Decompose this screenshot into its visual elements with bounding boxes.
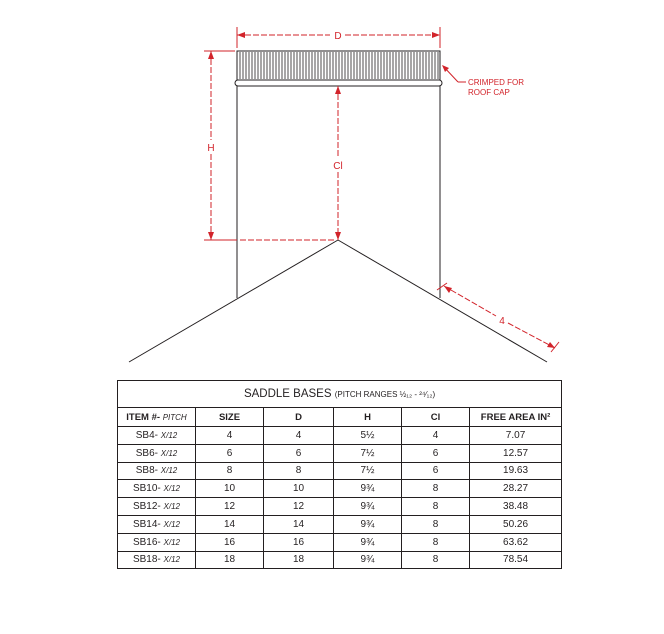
cell-size: 12 — [196, 498, 264, 516]
cell-cl: 6 — [402, 462, 470, 480]
cell-d: 16 — [264, 533, 334, 551]
cell-free-area: 12.57 — [470, 444, 562, 462]
crimp-leader — [442, 65, 466, 82]
table-row — [118, 444, 562, 462]
cell-h: 9¾ — [334, 480, 402, 498]
cell-free-area: 38.48 — [470, 498, 562, 516]
roof-line-left — [129, 240, 338, 362]
cell-item: SB14- X/12 — [118, 515, 196, 533]
cell-size: 4 — [196, 427, 264, 445]
table-row — [118, 462, 562, 480]
cell-item: SB18- X/12 — [118, 551, 196, 569]
cell-h: 9¾ — [334, 533, 402, 551]
cell-item: SB4- X/12 — [118, 427, 196, 445]
cell-item: SB8- X/12 — [118, 462, 196, 480]
cell-h: 7½ — [334, 462, 402, 480]
table-title-cell — [118, 381, 562, 408]
cell-d: 12 — [264, 498, 334, 516]
table-subtitle: (PITCH RANGES ½₁₂ - ²⁴⁄₁₂) — [334, 390, 436, 399]
cell-d: 18 — [264, 551, 334, 569]
cell-item: SB16- X/12 — [118, 533, 196, 551]
cell-d: 8 — [264, 462, 334, 480]
cell-cl: 8 — [402, 551, 470, 569]
table-row — [118, 427, 562, 445]
header-d: D — [264, 408, 334, 427]
crimped-band — [235, 51, 442, 86]
table-title: SADDLE BASES — [243, 388, 332, 400]
cell-pitch: X/12 — [160, 448, 178, 458]
cell-h: 9¾ — [334, 551, 402, 569]
cell-pitch: X/12 — [163, 519, 181, 529]
cell-free-area: 63.62 — [470, 533, 562, 551]
cell-pitch: X/12 — [163, 484, 181, 494]
cell-free-area: 19.63 — [470, 462, 562, 480]
header-item: ITEM #- PITCH — [118, 408, 196, 427]
cell-free-area: 50.26 — [470, 515, 562, 533]
cell-size: 8 — [196, 462, 264, 480]
cell-pitch: X/12 — [160, 430, 178, 440]
header-free-area: FREE AREA IN² — [470, 408, 562, 427]
cell-d: 10 — [264, 480, 334, 498]
table-row — [118, 498, 562, 516]
cell-free-area: 28.27 — [470, 480, 562, 498]
cell-free-area: 7.07 — [470, 427, 562, 445]
cell-h: 7½ — [334, 444, 402, 462]
cell-free-area: 78.54 — [470, 551, 562, 569]
table-row — [118, 480, 562, 498]
table-row — [118, 533, 562, 551]
cell-d: 6 — [264, 444, 334, 462]
saddle-bases-table — [117, 380, 562, 569]
table-row — [118, 515, 562, 533]
header-size: SIZE — [196, 408, 264, 427]
cell-cl: 6 — [402, 444, 470, 462]
dimension-d-label: D — [334, 31, 342, 42]
cell-size: 16 — [196, 533, 264, 551]
dimension-cl-label: Cl — [333, 161, 343, 172]
cell-d: 14 — [264, 515, 334, 533]
cell-h: 5½ — [334, 427, 402, 445]
cell-size: 6 — [196, 444, 264, 462]
header-pitch: PITCH — [162, 412, 187, 422]
cell-pitch: X/12 — [160, 466, 178, 476]
header-cl: Cl — [402, 408, 470, 427]
crimp-note-line2: ROOF CAP — [468, 88, 510, 97]
table-row — [118, 551, 562, 569]
cell-item: SB10- X/12 — [118, 480, 196, 498]
header-h: H — [334, 408, 402, 427]
cell-h: 9¾ — [334, 498, 402, 516]
dimension-pitch-label: 4 — [499, 316, 505, 327]
cell-cl: 8 — [402, 498, 470, 516]
roof-line-right — [338, 240, 547, 362]
cell-pitch: X/12 — [163, 555, 181, 565]
dimension-h-label: H — [207, 143, 215, 154]
cell-item: SB6- X/12 — [118, 444, 196, 462]
cell-item: SB12- X/12 — [118, 498, 196, 516]
cell-d: 4 — [264, 427, 334, 445]
dimension-pitch — [437, 283, 559, 352]
cell-cl: 4 — [402, 427, 470, 445]
cell-cl: 8 — [402, 533, 470, 551]
table-header-row — [118, 408, 562, 427]
cell-size: 14 — [196, 515, 264, 533]
cell-pitch: X/12 — [163, 537, 181, 547]
crimp-note-line1: CRIMPED FOR — [468, 78, 524, 87]
cell-size: 10 — [196, 480, 264, 498]
dimension-cl — [240, 86, 341, 240]
cell-h: 9¾ — [334, 515, 402, 533]
cell-size: 18 — [196, 551, 264, 569]
cell-cl: 8 — [402, 515, 470, 533]
cell-cl: 8 — [402, 480, 470, 498]
cell-pitch: X/12 — [163, 502, 181, 512]
